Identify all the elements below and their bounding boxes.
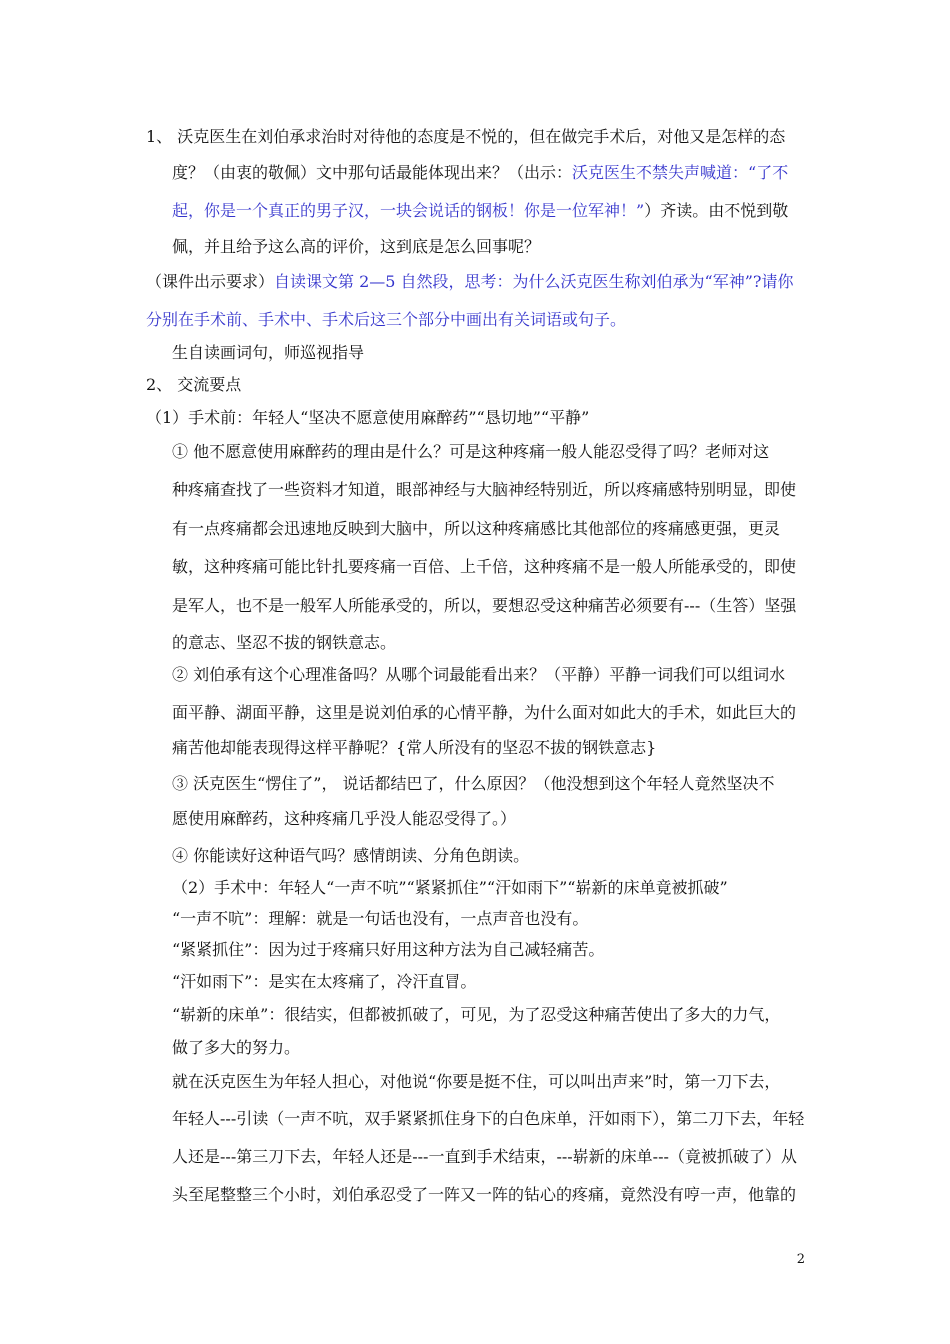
text-line xyxy=(172,237,540,257)
text-segment: 面平静、湖面平静，这里是说刘伯承的心情平静，为什么面对如此大的手术，如此巨大的 xyxy=(172,703,797,722)
text-segment: 有一点疼痛都会迅速地反映到大脑中，所以这种疼痛感比其他部位的疼痛感更强，更灵 xyxy=(172,519,781,538)
text-segment: 度？（由衷的敬佩）文中那句话最能体现出来？（出示： xyxy=(172,163,573,182)
text-line xyxy=(172,596,796,616)
text-segment: ④ 你能读好这种语气吗？感情朗读、分角色朗读。 xyxy=(172,846,530,865)
text-segment: ② 刘伯承有这个心理准备吗？从哪个词最能看出来？（平静）平静一词我们可以组词水 xyxy=(172,665,786,684)
text-line xyxy=(172,846,529,866)
text-line xyxy=(172,774,775,794)
highlighted-text: 分别在手术前、手术中、手术后这三个部分中画出有关词语或句子。 xyxy=(146,310,627,329)
text-line xyxy=(172,1185,796,1205)
text-segment: “一声不吭”：理解：就是一句话也没有，一点声音也没有。 xyxy=(172,909,589,928)
text-segment: 佩，并且给予这么高的评价，这到底是怎么回事呢？ xyxy=(172,237,541,256)
text-line xyxy=(172,633,396,653)
text-segment: 做了多大的努力。 xyxy=(172,1038,301,1057)
text-line xyxy=(172,909,588,929)
text-segment: ）齐读。由不悦到敬 xyxy=(644,201,789,220)
text-segment: 愿使用麻醉药，这种疼痛几乎没人能忍受得了。） xyxy=(172,809,517,828)
text-line xyxy=(172,201,788,221)
text-segment: “紧紧抓住”：因为过于疼痛只好用这种方法为自己减轻痛苦。 xyxy=(172,940,605,959)
highlighted-text: 起，你是一个真正的男子汉，一块会说话的钢板！你是一位军神！” xyxy=(172,201,645,220)
text-line xyxy=(172,703,796,723)
text-segment: 痛苦他却能表现得这样平静呢？{常人所没有的坚忍不拔的钢铁意志} xyxy=(172,738,657,757)
text-segment: 2、 交流要点 xyxy=(146,375,242,394)
text-segment: “汗如雨下”：是实在太疼痛了，冷汗直冒。 xyxy=(172,972,477,991)
text-line xyxy=(172,163,788,183)
page-number: 2 xyxy=(796,1252,805,1267)
text-segment: “崭新的床单”：很结实，但都被抓破了，可见，为了忍受这种痛苦使出了多大的力气， xyxy=(172,1005,781,1024)
text-line xyxy=(172,343,364,363)
text-segment: （2）手术中：年轻人“一声不吭”“紧紧抓住”“汗如雨下”“崭新的床单竟被抓破” xyxy=(172,878,728,897)
text-segment: 人还是---第三刀下去，年轻人还是---一直到手术结束，---崭新的床单---（竟被抓破了）从 xyxy=(172,1147,797,1166)
text-line xyxy=(172,1109,804,1129)
text-segment: 种疼痛查找了一些资料才知道，眼部神经与大脑神经特别近，所以疼痛感特别明显，即使 xyxy=(172,480,797,499)
text-line xyxy=(172,1147,797,1167)
text-line xyxy=(172,665,785,685)
text-segment: 1、 沃克医生在刘伯承求治时对待他的态度是不悦的，但在做完手术后，对他又是怎样的态 xyxy=(146,127,786,146)
text-line xyxy=(172,480,796,500)
text-segment: 就在沃克医生为年轻人担心，对他说“你要是挺不住，可以叫出声来”时，第一刀下去， xyxy=(172,1072,781,1091)
highlighted-text: 沃克医生不禁失声喊道：“了不 xyxy=(572,163,789,182)
text-line xyxy=(172,940,604,960)
text-line xyxy=(172,972,476,992)
text-line xyxy=(172,1038,300,1058)
text-segment: 是军人，也不是一般军人所能承受的，所以，要想忍受这种痛苦必须要有---（生答）坚强 xyxy=(172,596,797,615)
text-segment: ① 他不愿意使用麻醉药的理由是什么？可是这种疼痛一般人能忍受得了吗？老师对这 xyxy=(172,442,770,461)
text-line xyxy=(172,878,728,898)
text-segment: （课件出示要求） xyxy=(146,272,275,291)
text-segment: 的意志、坚忍不拔的钢铁意志。 xyxy=(172,633,397,652)
text-line xyxy=(172,1072,780,1092)
text-segment: 头至尾整整三个小时，刘伯承忍受了一阵又一阵的钻心的疼痛，竟然没有哼一声，他靠的 xyxy=(172,1185,797,1204)
text-segment: ③ 沃克医生“愣住了”， 说话都结巴了，什么原因？（他没想到这个年轻人竟然坚决不 xyxy=(172,774,775,793)
text-line xyxy=(172,738,656,758)
text-segment: 敏，这种疼痛可能比针扎要疼痛一百倍、上千倍，这种疼痛不是一般人所能承受的，即使 xyxy=(172,557,797,576)
text-line xyxy=(146,310,626,330)
highlighted-text: 自读课文第 2—5 自然段，思考：为什么沃克医生称刘伯承为“军神”?请你 xyxy=(274,272,794,291)
text-line xyxy=(172,519,780,539)
text-line xyxy=(146,127,785,147)
text-line xyxy=(146,408,589,428)
text-line xyxy=(146,272,794,292)
text-line xyxy=(172,809,516,829)
text-line xyxy=(172,442,769,462)
text-line xyxy=(172,1005,780,1025)
text-segment: 生自读画词句，师巡视指导 xyxy=(172,343,365,362)
text-segment: 年轻人---引读（一声不吭，双手紧紧抓住身下的白色床单，汗如雨下），第二刀下去，年轻 xyxy=(172,1109,805,1128)
text-line xyxy=(172,557,796,577)
text-segment: （1）手术前：年轻人“坚决不愿意使用麻醉药”“恳切地”“平静” xyxy=(146,408,590,427)
text-line xyxy=(146,375,241,395)
